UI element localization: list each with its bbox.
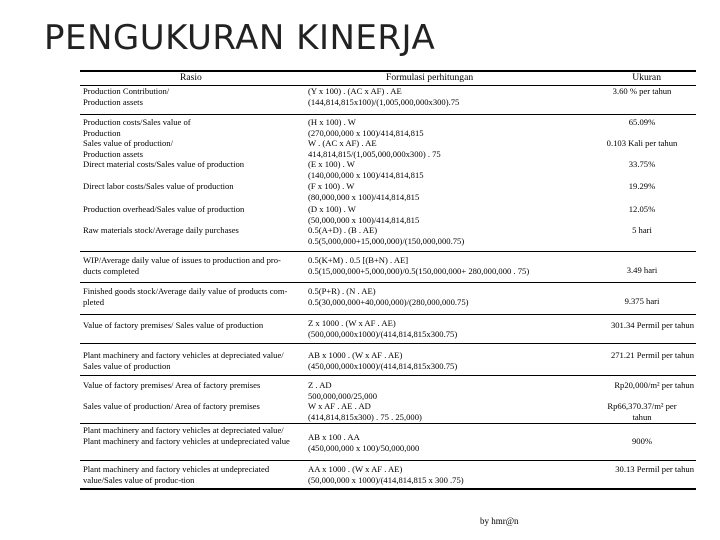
row-formula: (D x 100) . W (50,000,000 x 100)/414,814,815: [308, 204, 420, 225]
row-ukuran: 9.375 hari: [624, 296, 660, 306]
row-formula: (H x 100) . W (270,000,000 x 100)/414,814,815: [308, 117, 424, 138]
row-ukuran: 3.49 hari: [626, 265, 658, 275]
row-ukuran: 3.60 % per tahun: [612, 86, 672, 96]
row-rule: [80, 251, 696, 252]
row-formula: 0.5(A+D) . (B . AE) 0.5(5,000,000+15,000,000)/(150,000,000.75): [308, 225, 465, 246]
row-rasio: Production costs/Sales value of Production: [83, 117, 191, 138]
row-rule: [80, 314, 696, 315]
page-title: PENGUKURAN KINERJA: [44, 18, 436, 58]
row-ukuran: Rp20,000/m² per tahun: [614, 380, 694, 390]
row-ukuran: 900%: [631, 436, 653, 446]
row-rasio: Plant machinery and factory vehicles at depreciated value/ Plant machinery and factory vehicles at undepreciated value: [83, 425, 290, 446]
row-rasio: Plant machinery and factory vehicles at depreciated value/ Sales value of production: [83, 350, 284, 371]
row-ukuran: 65.09%: [628, 117, 656, 127]
performance-table: [80, 70, 696, 500]
row-ukuran: Rp66,370.37/m² per tahun: [607, 401, 677, 422]
row-formula: W x AF . AE . AD (414,814,815x300) . 75 . 25,000): [308, 401, 422, 422]
row-formula: Z . AD 500,000,000/25,000: [308, 380, 377, 401]
row-rasio: Direct material costs/Sales value of production: [83, 159, 245, 169]
row-rasio: Direct labor costs/Sales value of production: [83, 181, 234, 191]
row-rasio: Raw materials stock/Average daily purchases: [83, 225, 239, 235]
row-rule: [80, 343, 696, 344]
row-ukuran: 0.103 Kali per tahun: [606, 138, 678, 148]
row-rasio: Production Contribution/ Production assets: [83, 86, 170, 107]
row-formula: 0.5(K+M) . 0.5 [(B+N) . AE] 0.5(15,000,000+5,000,000)/0.5(150,000,000+ 280,000,000 . 75): [308, 255, 530, 276]
row-rule: [80, 114, 696, 115]
row-rasio: Sales value of production/ Production assets: [83, 138, 173, 159]
row-rule: [80, 423, 696, 424]
row-rasio: Value of factory premises/ Sales value of production: [83, 320, 264, 330]
row-formula: AB x 1000 . (W x AF . AE) (450,000,000x1000)/(414,814,815x300.75): [308, 350, 458, 371]
row-formula: (Y x 100) . (AC x AF) . AE (144,814,815x100)/(1,005,000,000x300).75: [308, 86, 460, 107]
header-rasio: Rasio: [180, 72, 202, 83]
row-rule: [80, 282, 696, 283]
row-rule: [80, 460, 696, 461]
row-ukuran: 12.05%: [628, 204, 656, 214]
row-ukuran: 271.21 Permil per tahun: [610, 350, 694, 360]
author-signature: by hmr@n: [480, 516, 519, 526]
row-rasio: WIP/Average daily value of issues to production and pro- ducts completed: [83, 255, 281, 276]
row-formula: 0.5(P+R) . (N . AE) 0.5(30,000,000+40,000,000)/(280,000,000.75): [308, 286, 469, 307]
row-formula: (E x 100) . W (140,000,000 x 100)/414,814,815: [308, 159, 424, 180]
row-ukuran: 33.75%: [628, 159, 656, 169]
header-ukuran: Ukuran: [632, 72, 661, 83]
row-rasio: Value of factory premises/ Area of factory premises: [83, 380, 261, 390]
row-formula: (F x 100) . W (80,000,000 x 100)/414,814,815: [308, 181, 420, 202]
row-rule: [80, 375, 696, 376]
row-formula: W . (AC x AF) . AE 414,814,815/(1,005,000,000x300) . 75: [308, 138, 441, 159]
row-formula: AA x 1000 . (W x AF . AE) (50,000,000 x 1000)/(414,814,815 x 300 .75): [308, 464, 464, 485]
row-rasio: Plant machinery and factory vehicles at undepreciated value/Sales value of produc-tion: [83, 464, 270, 485]
row-ukuran: 19.29%: [628, 181, 656, 191]
row-ukuran: 30.13 Permil per tahun: [615, 464, 694, 474]
row-ukuran: 5 hari: [632, 225, 652, 235]
row-formula: Z x 1000 . (W x AF . AE) (500,000,000x1000)/(414,814,815x300.75): [308, 318, 458, 339]
header-formula: Formulasi perhitungan: [386, 72, 474, 83]
table-bottom-rule: [80, 488, 696, 490]
row-ukuran: 301.34 Permil per tahun: [610, 320, 694, 330]
row-formula: AB x 100 . AA (450,000,000 x 100)/50,000,000: [308, 432, 420, 453]
row-rasio: Sales value of production/ Area of factory premises: [83, 401, 260, 411]
row-rasio: Finished goods stock/Average daily value of products com- pleted: [83, 286, 288, 307]
row-rasio: Production overhead/Sales value of production: [83, 204, 245, 214]
